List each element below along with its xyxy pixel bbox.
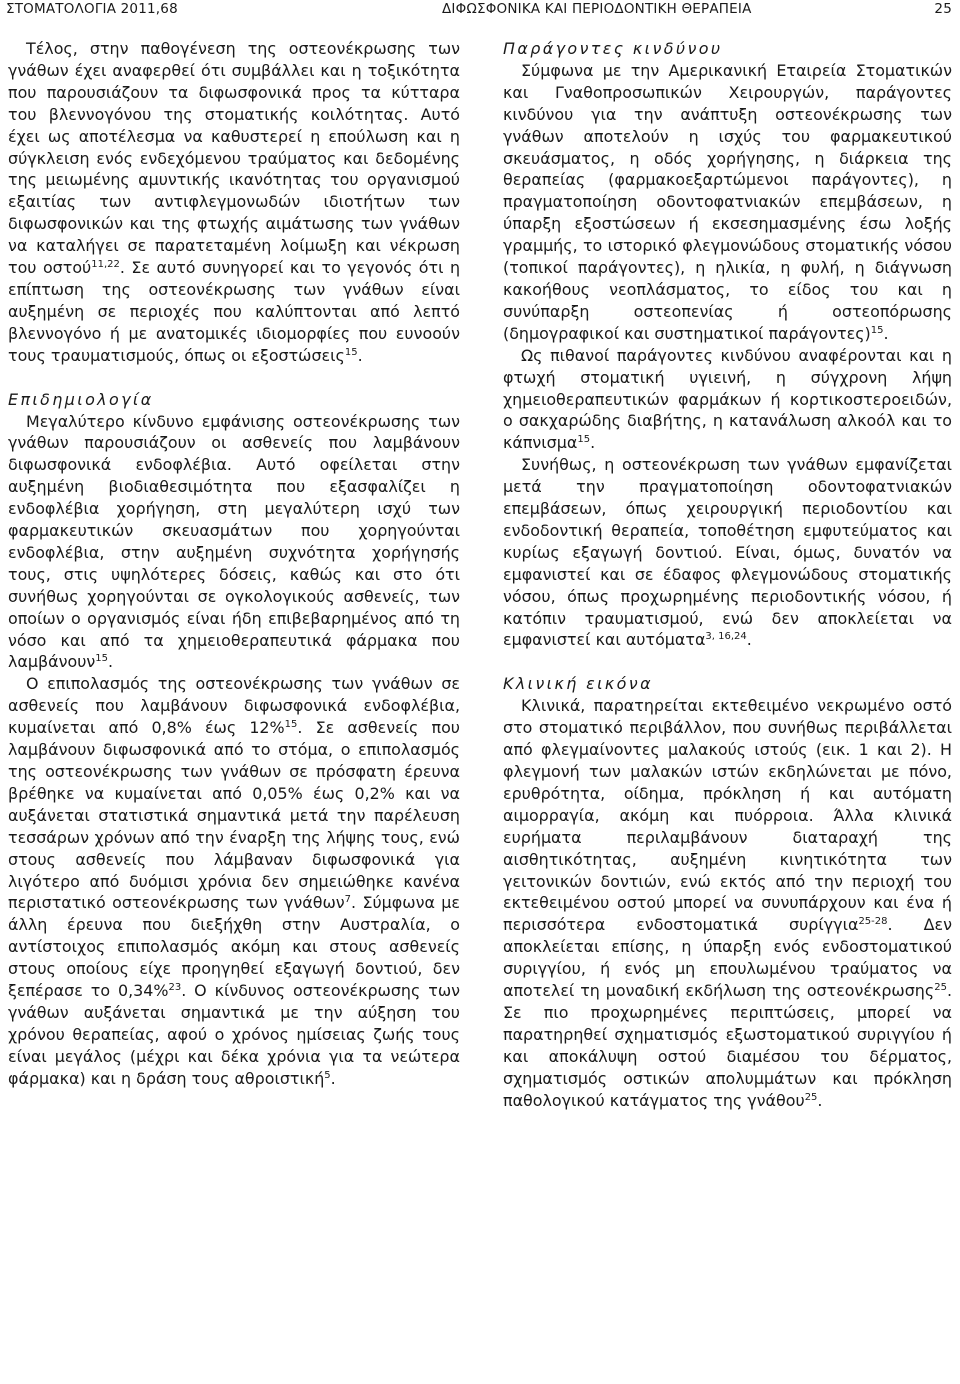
citation: 5: [324, 1069, 331, 1081]
citation: 25: [934, 982, 947, 994]
citation: 15: [284, 719, 298, 731]
paragraph-clinical: Κλινικά, παρατηρείται εκτεθειμένο νεκρωμένο οστό στο στοματικό περιβάλλον, που συνήθως περιβάλλεται από φλεγμαίνοντες μαλακούς ιστούς (εικ. 1 και 2). Η φλεγμονή των μαλακών ιστών εκδηλώνεται με πόνο, ερυθρότητα, οίδημα, πρόκληση ή και αυτόματη αιμορραγία, ακόμη και πυόρροια. Άλλα κλινικά ευρήματα περιλαμβάνουν διαταραχή της αισθητικότητας, αυξημένη κινητικότητα των γειτονικών δοντιών, ενώ εκτός από την περιοχή του εκτεθειμένου οστού μπορεί να συνυπάρχουν και ένα ή περισσότερα ενδοστοματικά συρίγγια$^{25-28}$. Δεν αποκλείεται επίσης, η ύπαρξη ενός ενδοστοματικού συριγγίου, ή ενός μη επουλωμένου τραύματος να αποτελεί τη μοναδική εκδήλωση της οστεονέκρωσης$^{25}$. Σε πιο προχωρημένες περιπτώσεις, μπορεί να παρατηρηθεί σχηματισμός εξωστοματικού συριγγίου ή και αποκάλυψη οστού διαμέσου του δέρματος, σχηματισμός οστικών απολυμμάτων και πρόκληση παθολογικού κατάγματος της γνάθου$^{25}$.: [503, 696, 952, 1110]
left-column: [8, 38, 460, 1090]
citation: 15: [870, 324, 884, 336]
page-number: 25: [934, 1, 952, 17]
right-column: [503, 38, 952, 1112]
paragraph-risk-2: Ως πιθανοί παράγοντες κινδύνου αναφέρονται και η φτωχή στοματική υγιεινή, η σύγχρονη λήψη χημειοθεραπευτικών φαρμάκων ή κορτικοστεροειδών, ο σακχαρώδης διαβήτης, η κατανάλωση αλκοόλ και το κάπνισμα$^{15}$.: [503, 345, 952, 453]
citation: 15: [577, 434, 591, 446]
citation: 15: [344, 346, 358, 358]
journal-header: ΣΤΟΜΑΤΟΛΟΓΙΑ 2011,68: [6, 1, 178, 17]
heading-epidemiology: Επιδημιολογία: [8, 389, 154, 409]
paragraph-pathogenesis: Τέλος, στην παθογένεση της οστεονέκρωσης των γνάθων έχει αναφερθεί ότι συμβάλλει και η τοξικότητα που παρουσιάζουν τα διφωσφονικά προς τα κύτταρα του βλεννογόνου της στοματικής κοιλότητας. Αυτό έχει ως αποτέλεσμα να καθυστερεί η επούλωση και η σύγκλειση ενός ενδεχόμενου τραύματος και δεδομένης της μειωμένης αμυντικής ικανότητας του οργανισμού εξαιτίας των αντιφλεγμονωδών ιδιοτήτων των διφωσφονικών και της φτωχής αιμάτωσης των γνάθων να καταλήγει σε παρατεταμένη λοίμωξη και νέκρωση του οστού$^{11,22}$. Σε αυτό συνηγορεί και το γεγονός ότι η επίπτωση της οστεονέκρωσης των γνάθων είναι αυξημένη σε περιοχές που καλύπτονται από λεπτό βλεννογόνο ή με ανατομικές ιδιομορφίες που ευνοούν τους τραυματισμούς, όπως οι εξοστώσεις$^{15}$.: [8, 39, 461, 365]
heading-clinical-picture: Κλινική εικόνα: [503, 674, 653, 694]
heading-risk-factors: Παράγοντες κινδύνου: [503, 39, 723, 58]
citation: 7: [344, 894, 352, 906]
citation: 23: [168, 982, 182, 994]
running-header: [0, 0, 960, 22]
citation: 15: [95, 653, 109, 665]
paragraph-epidemiology-2: Ο επιπολασμός της οστεονέκρωσης των γνάθων σε ασθενείς που λαμβάνουν διφωσφονικά ενδοφλέβια, κυμαίνεται από 0,8% έως 12%$^{15}$. Σε ασθενείς που λαμβάνουν διφωσφονικά από το στόμα, ο επιπολασμός της οστεονέκρωσης των γνάθων σε πρόσφατη έρευνα βρέθηκε να κυμαίνεται από 0,05% έως 0,2% και να αυξάνεται στατιστικά σημαντικά μετά την παρέλευση τεσσάρων χρόνων από την έναρξη της λήψης τους, ενώ στους ασθενείς που λάμβαναν διφωσφονικά για λιγότερο από δυόμισι χρόνια δεν σημειώθηκε κανένα περιστατικό οστεονέκρωσης των γνάθων$^7$. Σύμφωνα με άλλη έρευνα που διεξήχθη στην Αυστραλία, ο αντίστοιχος επιπολασμός ακόμη και στους ασθενείς στους οποίους είχε προηγηθεί εξαγωγή δοντιού, δεν ξεπέρασε το 0,34%$^{23}$. Ο κίνδυνος οστεονέκρωσης των γνάθων αυξάνεται σημαντικά με την αύξηση του χρόνου θεραπείας, αφού ο χρόνος ημίσειας ζωής τους είναι μεγάλος (μέχρι και δέκα χρόνια για τα νεώτερα φάρμακα) και η δράση τους αθροιστική$^5$.: [8, 674, 461, 1088]
section-title-header: ΔΙΦΩΣΦΟΝΙΚΑ ΚΑΙ ΠΕΡΙΟΔΟΝΤΙΚΗ ΘΕΡΑΠΕΙΑ: [442, 1, 752, 17]
paragraph-risk-1: Σύμφωνα με την Αμερικανική Εταιρεία Στοματικών και Γναθοπροσωπικών Χειρουργών, παράγοντες κινδύνου για την ανάπτυξη οστεονέκρωσης των γνάθων αποτελούν η ισχύς του φαρμακευτικού σκευάσματος, η οδός χορήγησης, η διάρκεια της θεραπείας (φαρμακοεξαρτώμενοι παράγοντες), η πραγματοποίηση οδοντοφατνιακών επεμβάσεων, η ύπαρξη εξοστώσεων ή εκσεσημασμένης έσω λοξής γραμμής, το ιστορικό φλεγμονώδους στοματικής νόσου (τοπικοί παράγοντες), η ηλικία, η φυλή, η διάγνωση κακοήθους νεοπλάσματος, το είδος του και η συνύπαρξη οστεοπενίας ή οστεοπόρωσης (δημογραφικοί και συστηματικοί παράγοντες)$^{15}$.: [503, 60, 952, 343]
citation: 25: [804, 1091, 818, 1103]
citation: 3, 16,24: [705, 631, 747, 643]
paragraph-risk-3: Συνήθως, η οστεονέκρωση των γνάθων εμφανίζεται μετά την πραγματοποίηση οδοντοφατνιακών επεμβάσεων, όπως χειρουργική περιοδοντίου και ενδοδοντική θεραπεία, τοποθέτηση εμφυτεύματος και κυρίως εξαγωγή δοντιού. Είναι, όμως, δυνατόν να εμφανιστεί και σε έδαφος φλεγμονώδους στοματικής νόσου, όπως προχωρημένης περιοδοντικής νόσου, ή κατόπιν τραυματισμού, ενώ δεν αποκλείεται να εμφανιστεί και αυτόματα$^{3, 16,24}$.: [503, 455, 952, 650]
citation: 11,22: [91, 259, 120, 271]
paragraph-epidemiology-1: Μεγαλύτερο κίνδυνο εμφάνισης οστεονέκρωσης των γνάθων παρουσιάζουν οι ασθενείς που λαμβάνουν διφωσφονικά ενδοφλέβια. Αυτό οφείλεται στην αυξημένη βιοδιαθεσιμότητα που εξασφαλίζει η ενδοφλέβια χορήγηση, στη μεγαλύτερη ισχύ των φαρμακευτικών σκευασμάτων που χορηγούνται ενδοφλέβια, στην αυξημένη συχνότητα χορήγησής τους, στις υψηλότερες δόσεις, καθώς και στο ότι συνήθως χορηγούνται σε ογκολογικούς ασθενείς, των οποίων ο οργανισμός είναι ήδη επιβεβαρημένος από τη νόσο και από τα χημειοθεραπευτικά φάρμακα που λαμβάνουν$^{15}$.: [8, 411, 460, 672]
citation: 25-28: [858, 916, 888, 928]
